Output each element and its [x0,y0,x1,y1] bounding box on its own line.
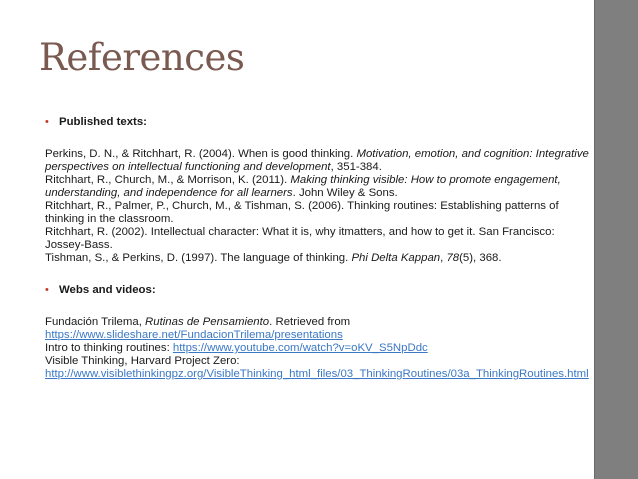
ref-title: Making thinking visible: How to promote engagement, understanding, and independence for all learners [45,174,561,199]
heading-label: Webs and videos: [59,284,156,296]
youtube-link[interactable]: https://www.youtube.com/watch?v=oKV_S5NpDdc [172,342,428,354]
web-title: Rutinas de Pensamiento [145,316,270,328]
reference-item [45,174,590,200]
ref-text: Ritchhart, R. (2002). Intellectual character: What it is, why itmatters, and how to get it. San Francisco: Jossey-Bass. [45,226,555,251]
reference-item [45,226,590,252]
ref-text: Ritchhart, R., Palmer, P., Church, M., & Tishman, S. (2006). Thinking routines: Establishing patterns of thinking in the classroom. [45,200,559,225]
ref-text: , 351-384. [330,161,382,173]
bullet-icon: • [45,116,49,128]
ref-volume: 78 [446,252,460,264]
side-accent-bar [594,0,638,479]
bullet-icon: • [45,284,49,296]
reference-item [45,252,590,265]
webs-videos-heading [45,284,590,297]
references-body [45,116,590,381]
heading-label: Published texts: [59,116,147,128]
slide-title: References [39,36,245,79]
web-text: . Retrieved from [269,316,351,328]
published-texts-heading [45,116,590,129]
ref-text: Tishman, S., & Perkins, D. (1997). The language of thinking. [45,252,352,264]
web-text: Fundación Trilema, [45,316,146,328]
web-text: Visible Thinking, Harvard Project Zero: [45,355,240,367]
ref-journal: Phi Delta Kappan [351,252,441,264]
web-item [45,342,590,355]
web-text: Intro to thinking routines: [45,342,173,354]
slideshare-link[interactable]: https://www.slideshare.net/FundacionTrilema/presentations [45,329,343,341]
ref-text: . John Wiley & Sons. [292,187,398,199]
visible-thinking-link[interactable]: http://www.visiblethinkingpz.org/VisibleThinking_html_files/03_ThinkingRoutines/03a_ThinkingRoutines.html [45,368,589,380]
ref-text: Perkins, D. N., & Ritchhart, R. (2004). When is good thinking. [45,148,357,160]
reference-item [45,200,590,226]
ref-title: Motivation, emotion, and cognition: Integrative perspectives on intellectual functioning and development [45,148,589,173]
web-item [45,316,590,342]
ref-text: , [440,252,447,264]
ref-text: Ritchhart, R., Church, M., & Morrison, K. (2011). [45,174,291,186]
web-item [45,355,590,381]
reference-item [45,148,590,174]
ref-text: (5), 368. [459,252,502,264]
